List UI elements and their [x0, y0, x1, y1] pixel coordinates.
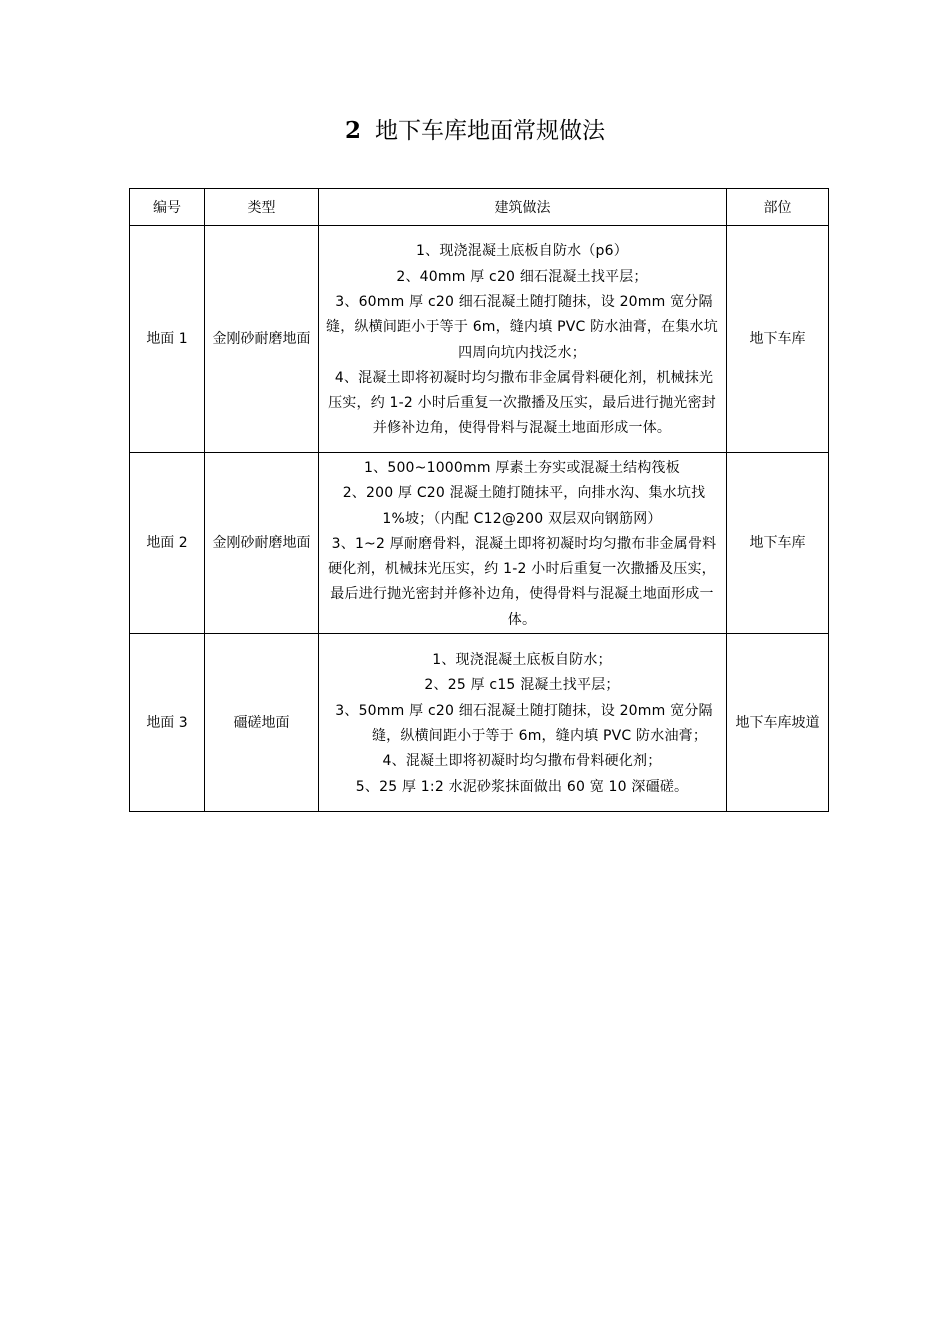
- section-heading: [0, 114, 950, 148]
- method-step: 2、25 厚 c15 混凝土找平层；: [424, 677, 620, 694]
- method-step: 1、现浇混凝土底板自防水；: [432, 652, 612, 669]
- method-step: 1、现浇混凝土底板自防水（p6）: [416, 243, 628, 260]
- floor-code: 地面 2: [130, 453, 205, 634]
- table-row: [130, 634, 829, 812]
- method-step: 1、500~1000mm 厚素土夯实或混凝土结构筏板: [364, 460, 680, 476]
- method-step: 3、50mm 厚 c20 细石混凝土随打随抹，设 20mm 宽分隔缝，纵横间距小于等于 6m，缝内填 PVC 防水油膏；: [335, 702, 713, 745]
- section-title: 地下车库地面常规做法: [375, 118, 605, 144]
- method-step: 2、200 厚 C20 混凝土随打随抹平，向排水沟、集水坑找 1%坡；（内配 C12@200 双层双向钢筋网）: [342, 485, 706, 527]
- table-row: [130, 453, 829, 634]
- floor-spec-table: [129, 188, 829, 812]
- method-step: 4、混凝土即将初凝时均匀撒布非金属骨料硬化剂，机械抹光压实，约 1-2 小时后重复一次撒播及压实，最后进行抛光密封并修补边角，使得骨料与混凝土地面形成一体。: [328, 369, 716, 437]
- method-step: 3、1~2 厚耐磨骨料，混凝土即将初凝时均匀撒布非金属骨料硬化剂，机械抹光压实，约 1-2 小时后重复一次撒播及压实，最后进行抛光密封并修补边角，使得骨料与混凝土地面形成一体。: [328, 535, 717, 628]
- header-location: 部位: [727, 189, 829, 226]
- construction-method: [319, 634, 727, 812]
- construction-method: [319, 226, 727, 453]
- method-step: 2、40mm 厚 c20 细石混凝土找平层；: [396, 268, 648, 285]
- method-step: 4、混凝土即将初凝时均匀撒布骨料硬化剂；: [382, 753, 662, 770]
- floor-code: 地面 3: [130, 634, 205, 812]
- construction-method: [319, 453, 727, 634]
- method-step: 5、25 厚 1:2 水泥砂浆抹面做出 60 宽 10 深礓磋。: [355, 778, 689, 795]
- header-code: 编号: [130, 189, 205, 226]
- floor-type: 礓磋地面: [205, 634, 319, 812]
- floor-type: 金刚砂耐磨地面: [205, 226, 319, 453]
- floor-type: 金刚砂耐磨地面: [205, 453, 319, 634]
- floor-location: 地下车库: [727, 453, 829, 634]
- section-number: 2: [344, 117, 361, 144]
- floor-location: 地下车库坡道: [727, 634, 829, 812]
- method-step: 3、60mm 厚 c20 细石混凝土随打随抹，设 20mm 宽分隔缝，纵横间距小于等于 6m，缝内填 PVC 防水油膏，在集水坑四周向坑内找泛水；: [326, 293, 718, 361]
- floor-location: 地下车库: [727, 226, 829, 453]
- header-method: 建筑做法: [319, 189, 727, 226]
- table-row: [130, 226, 829, 453]
- table-header-row: [130, 189, 829, 226]
- floor-code: 地面 1: [130, 226, 205, 453]
- header-type: 类型: [205, 189, 319, 226]
